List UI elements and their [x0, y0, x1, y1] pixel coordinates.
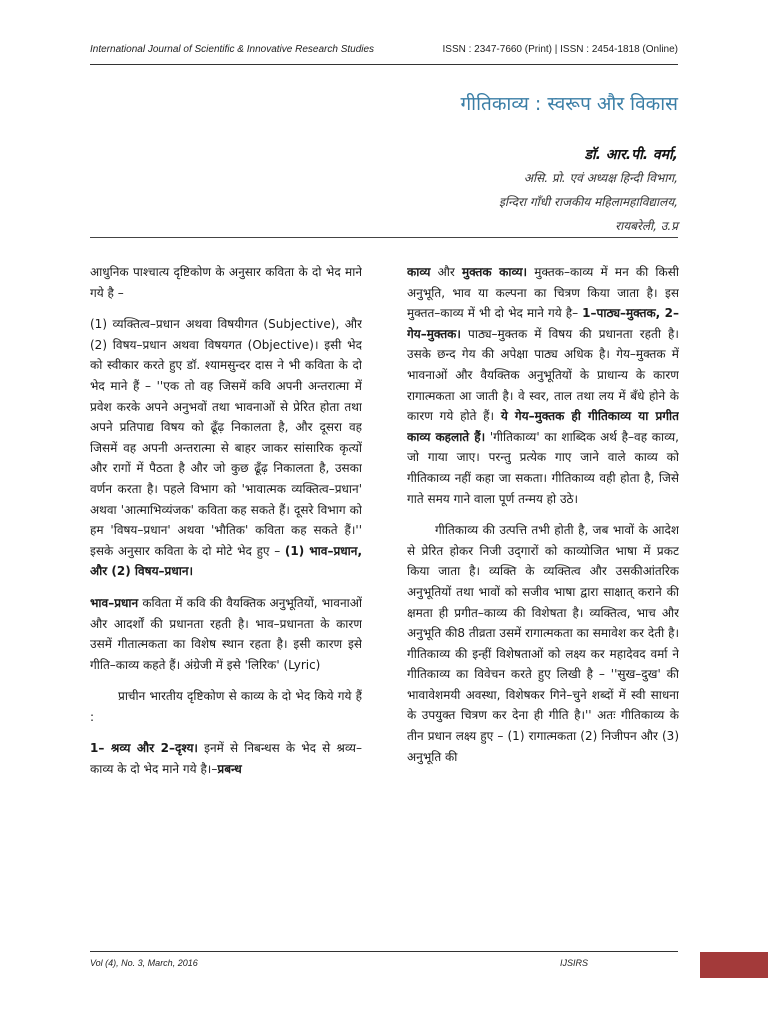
journal-abbreviation: IJSIRS: [560, 958, 589, 968]
bold-text: भाव–प्रधान: [90, 595, 139, 610]
header-rule: [90, 64, 678, 65]
author-name: डॉ. आर.पी. वर्मा,: [584, 147, 678, 163]
journal-name: International Journal of Scientific & Innovative Research Studies: [90, 44, 375, 55]
paragraph-text: 'गीतिकाव्य' का शाब्दिक अर्थ है–वह काव्य, जो गाया जाए। परन्तु प्रत्येक गाए जाने वाले काव्य को गीतिकाव्य नहीं कहा जा सकता। गीतिकाव्य वही होता है, जिसे गाते समय गाने वाला पूर्ण तन्मय हो उठे।: [407, 429, 679, 506]
paragraph: [90, 314, 362, 582]
article-title: गीतिकाव्य : स्वरूप और विकास: [460, 93, 678, 115]
paragraph: प्राचीन भारतीय दृष्टिकोण से काव्य के दो भेद किये गये हैं :: [90, 689, 362, 724]
paragraph: आधुनिक पाश्चात्य दृष्टिकोण के अनुसार कविता के दो भेद माने गये है –: [90, 265, 362, 300]
paragraph-text: (1) व्यक्तित्व–प्रधान अथवा विषयीगत (Subjective), और (2) विषय–प्रधान अथवा विषयगत (Objective)। इसी भेद को स्वीकार करते हुए डॉ. श्यामसुन्दर दास ने भी कविता के दो भेद माने हैं – ''एक तो वह जिसमें कवि अपनी अन्तरात्मा में प्रवेश करके अपने अनुभवों तथा भावनाओं से प्रेरित होता तथा अपने प्रतिपाद्य विषय को ढूँढ़ निकालता है, और दूसरा वह जिसमें वह अपनी अन्तरात्मा से बाहर जाकर सांसारिक कृत्यों और रागों में पैठता है और जो कुछ ढूँढ़ निकालता है, उसका वर्णन करता है। पहले विभाग को 'भावात्मक व्यक्तित्व–प्रधान' अथवा 'आत्माभिव्यंजक' कविता कह सकते हैं। दूसरे विभाग को हम 'विषय–प्रधान' अथवा 'भौतिक' कविता कह सकते हैं।'' इसके अनुसार कविता के दो मोटे भेद हुए –: [90, 317, 362, 558]
author-designation: असि. प्रो. एवं अध्यक्ष हिन्दी विभाग,: [523, 171, 678, 185]
paragraph: [90, 593, 362, 675]
title-rule: [90, 237, 678, 238]
paragraph: गीतिकाव्य की उत्पत्ति तभी होती है, जब भावों के आदेश से प्रेरित होकर निजी उद्‌गारों को काव्योजित भाषा में प्रकट किया जाता है। व्यक्ति के व्यक्तित्व और उसकीआंतरिक अनुभूतियों तथा भावों को सजीव भाषा द्वारा साक्षात्‌ कराने की क्षमता ही प्रगीत–काव्य की विशेषता है। व्यक्तित्व, भाच और अनुभूति की8 तीव्रता उसमें रागात्मकता का समावेश कर देती है। गीतिकाव्य की इन्हीं विशेषताओं को लक्ष्य कर महादेवद वर्मा ने गीतिकाव्य का विवेचन करते हुए लिखी है – ''सुख–दुख' की भावावेशमयी अवस्था, विशेषकर गिने–चुने शब्दों में स्वी साधना के उपयुक्त चित्रण कर देना ही गीति है।'' अतः गीतिकाव्य के तीन प्रधान लक्ष्य हुए – (1) रागात्मकता (2) निजीपन और (3) अनुभूति की: [407, 523, 679, 764]
volume-info: Vol (4), No. 3, March, 2016: [90, 958, 198, 968]
bold-text: मुक्तक काव्य।: [461, 265, 528, 279]
paragraph: [407, 262, 679, 509]
bold-text: 1–पाठ्य–मुक्तक, 2–गेय–मुक्तक।: [407, 306, 679, 341]
paragraph: [90, 738, 362, 779]
right-column: [407, 262, 679, 942]
issn-info: ISSN : 2347-7660 (Print) | ISSN : 2454-1818 (Online): [442, 44, 678, 55]
author-institution: इन्दिरा गाँधी राजकीय महिलामहाविद्यालय,: [498, 195, 678, 209]
footer-color-bar: [700, 952, 768, 978]
footer-rule: [90, 951, 678, 952]
paragraph-text: और: [437, 265, 455, 279]
paragraph-text: मुक्तक–काव्य में मन की किसी अनुभूति, भाव या कल्पना का चित्रण किया जाता है। इस मुक्तत–काव्य में भी दो भेद माने गये है–: [407, 265, 679, 321]
bold-text: प्रबन्ध: [217, 762, 242, 777]
left-column: [90, 262, 362, 942]
bold-text: ये गेय–मुक्तक ही गीतिकाव्य या प्रगीत काव्य कहलाते हैं।: [407, 409, 679, 444]
paragraph-text: इनमें से निबन्धस के भेद से श्रव्य–काव्य के दो भेद माने गये है।–: [90, 741, 362, 777]
author-location: रायबरेली, उ.प्र: [615, 219, 678, 233]
paragraph-text: पाठ्य–मुक्तक में विषय की प्रधानता रहती है। उसके छन्द गेय की अपेक्षा पाठ्य अधिक है। गेय–मुक्तक में भावनाओं और वैयक्तिक अनुभूतियों के प्राधान्य के कारण रागात्मकता आ जाती है। वे स्वर, ताल तथा लय में बँधे होने के कारण गये होते हैं।: [407, 326, 679, 424]
bold-text: (1) भाव–प्रधान, और (2) विषय–प्रधान।: [90, 543, 362, 579]
paragraph-text: कविता में कवि की वैयक्तिक अनुभूतियों, भावनाओं और आदर्शों की प्रधानता रहती है। भाव–प्रधानता के कारण उसमें गीतात्मकता का विशेष स्थान रहता है। इसी कारण इसे गीति–काव्य कहते हैं। अंग्रेजी में इसे 'लिरिक' (Lyric): [90, 595, 362, 672]
bold-text: काव्य: [407, 265, 431, 279]
bold-text: 1– श्रव्य और 2–दृश्य।: [90, 741, 198, 756]
